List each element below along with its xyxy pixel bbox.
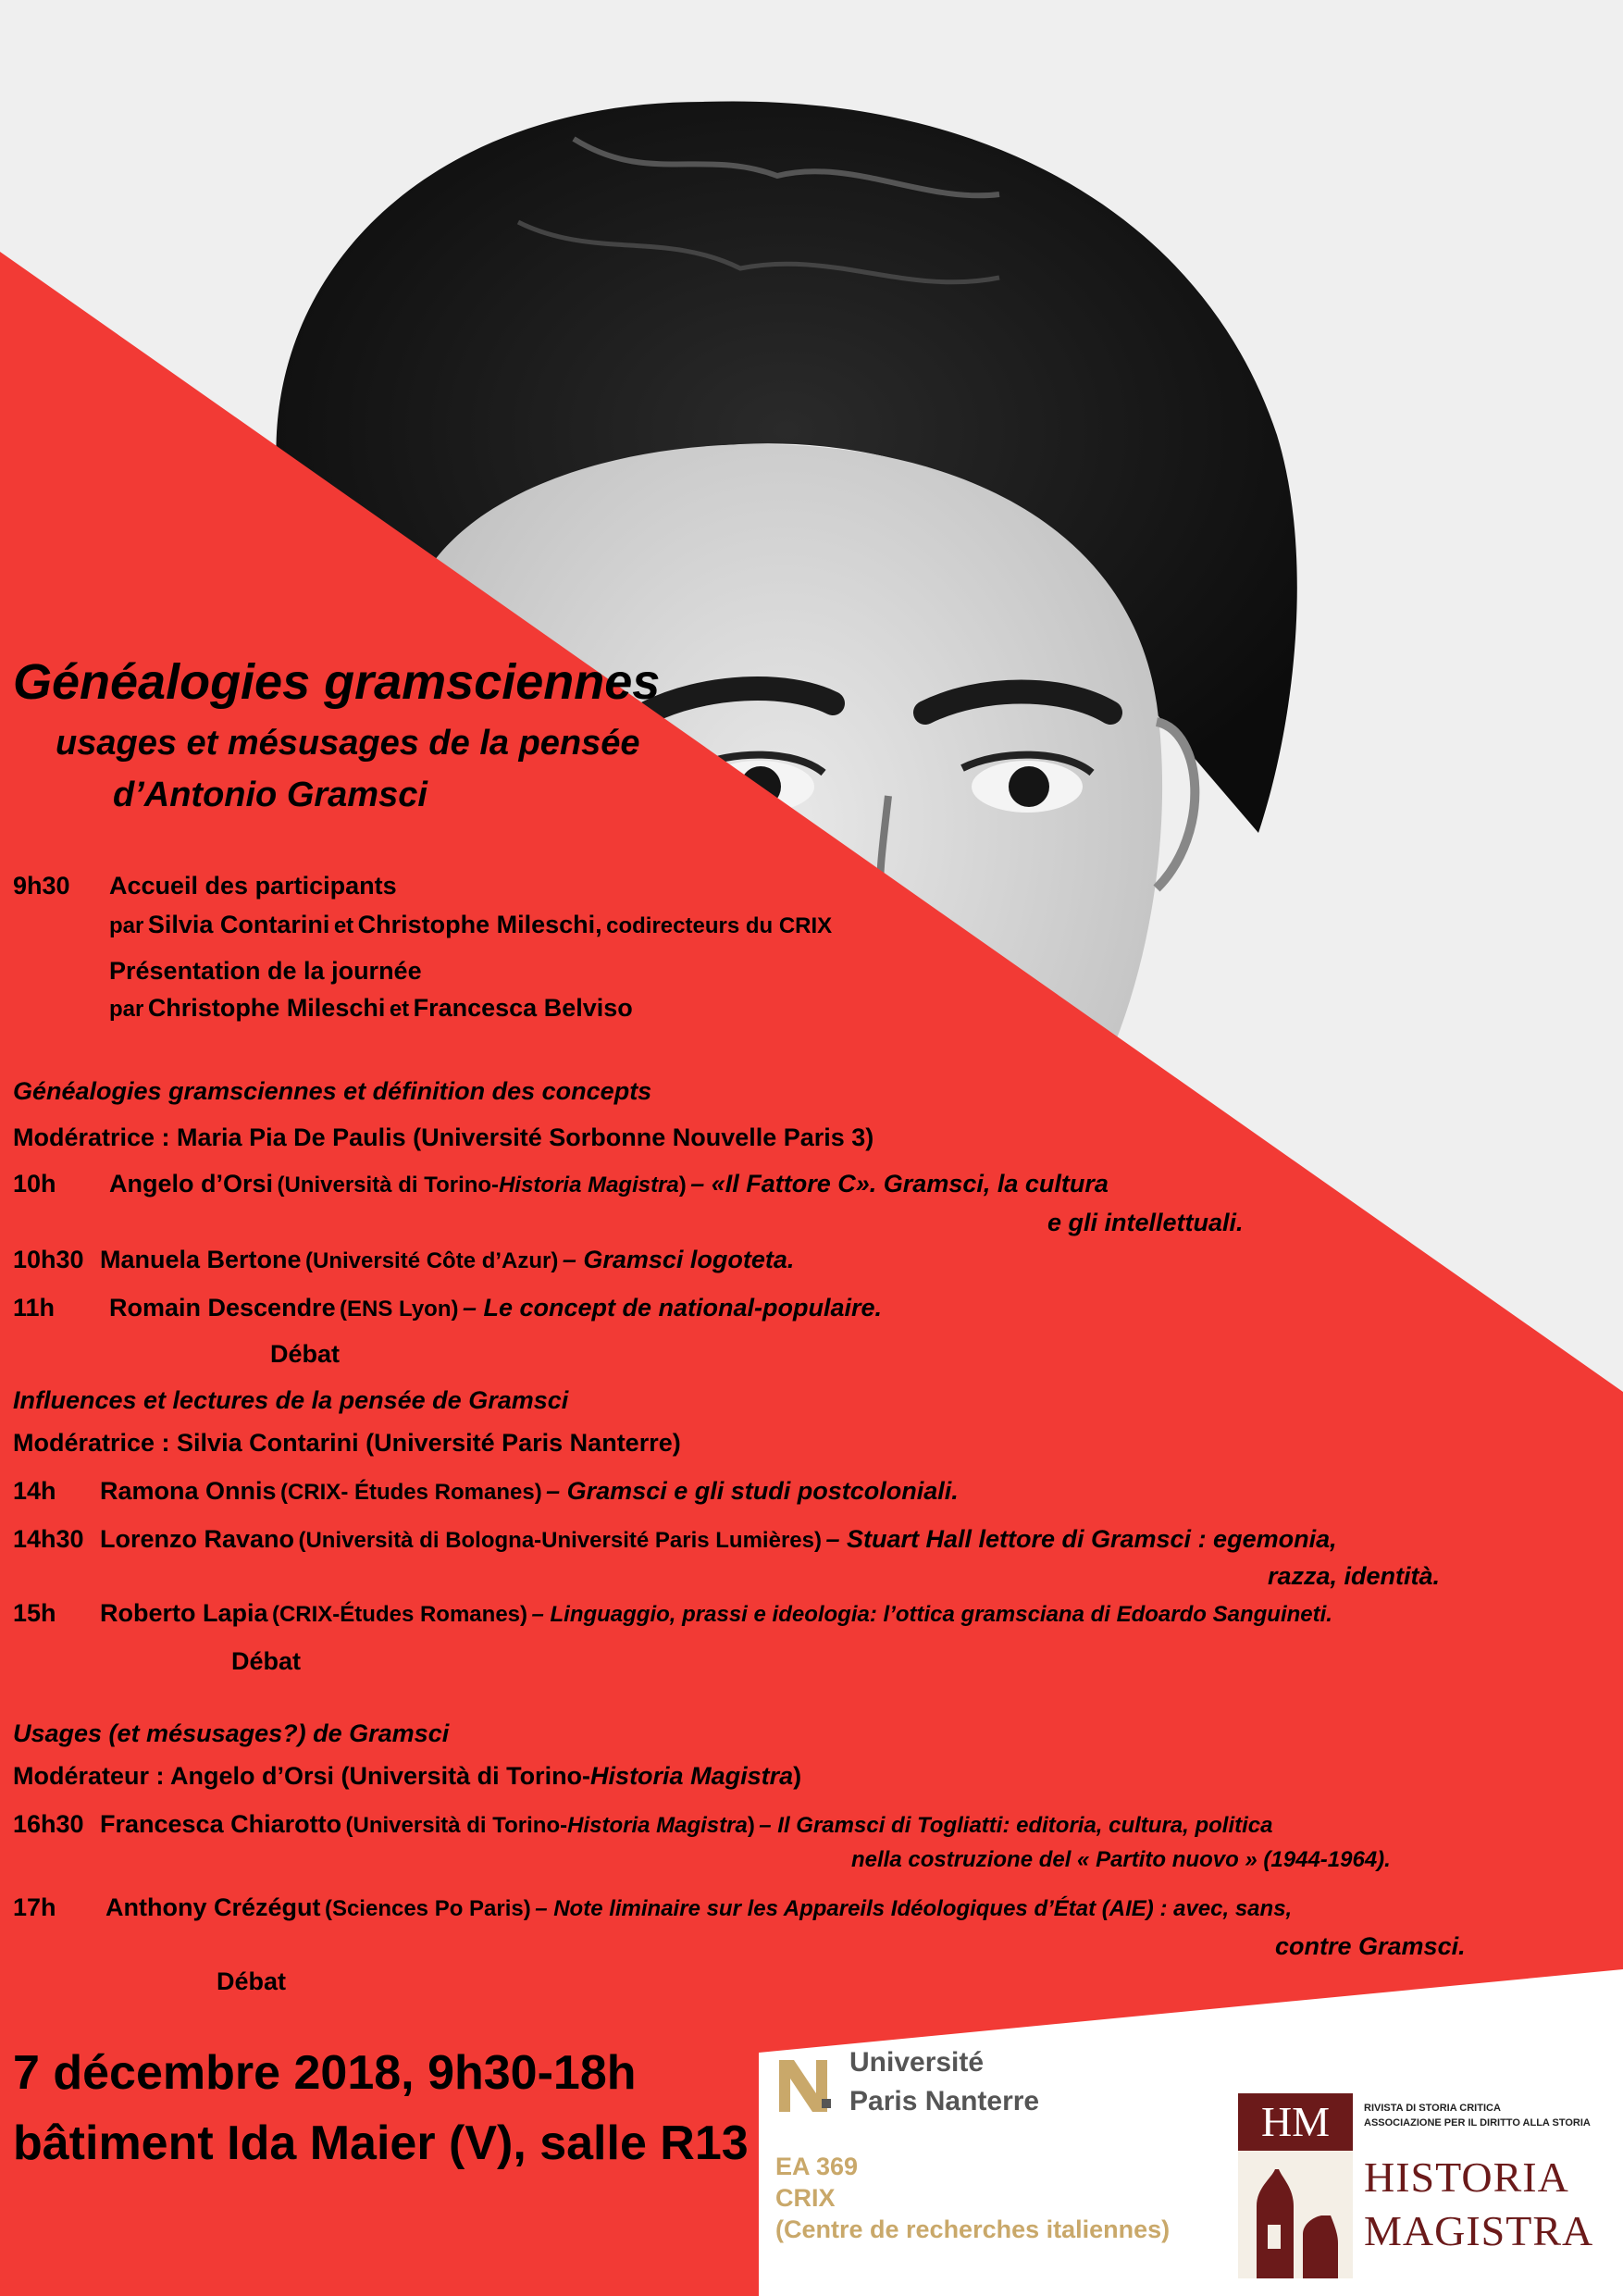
talk-title-continued: contre Gramsci. bbox=[1275, 1932, 1466, 1960]
opening-credits: par Silvia Contarini et Christophe Mileschi, codirecteurs du CRIX bbox=[109, 911, 833, 938]
talk-time: 16h30 bbox=[13, 1810, 84, 1838]
talk-entry: Romain Descendre (ENS Lyon) – Le concept de national-populaire. bbox=[109, 1294, 883, 1322]
historia-magistra-logo bbox=[1238, 2093, 1353, 2278]
crix-full-name: (Centre de recherches italiennes) bbox=[775, 2215, 1171, 2243]
talk-title-continued: e gli intellettuali. bbox=[1047, 1209, 1244, 1236]
event-venue: bâtiment Ida Maier (V), salle R13 bbox=[13, 2116, 749, 2170]
hm-tagline: RIVISTA DI STORIA CRITICA ASSOCIAZIONE PER IL DIRITTO ALLA STORIA bbox=[1364, 2103, 1591, 2128]
debate-label: Débat bbox=[231, 1647, 302, 1675]
talk-time: 14h bbox=[13, 1477, 56, 1505]
crix-code: EA 369 bbox=[775, 2153, 859, 2180]
hm-initials: HM bbox=[1260, 2098, 1331, 2145]
talk-entry: Angelo d’Orsi (Università di Torino-Historia Magistra) – «Il Fattore C». Gramsci, la cultura bbox=[109, 1170, 1109, 1198]
opening-presentation: Présentation de la journée bbox=[109, 957, 422, 985]
session-2-heading: Influences et lectures de la pensée de Gramsci bbox=[13, 1386, 569, 1414]
talk-time: 10h bbox=[13, 1170, 56, 1198]
nanterre-logo-icon bbox=[775, 2056, 835, 2116]
talk-time: 17h bbox=[13, 1893, 56, 1921]
tower-emblem-icon bbox=[1238, 2151, 1353, 2278]
talk-entry: Anthony Crézégut (Sciences Po Paris) – Note liminaire sur les Appareils Idéologiques d’État (AIE) : avec, sans, bbox=[105, 1893, 1293, 1921]
debate-label: Débat bbox=[217, 1967, 287, 1995]
session-1-moderator: Modératrice : Maria Pia De Paulis (Université Sorbonne Nouvelle Paris 3) bbox=[13, 1123, 874, 1151]
talk-time: 14h30 bbox=[13, 1525, 84, 1553]
talk-time: 15h bbox=[13, 1599, 56, 1627]
session-3-heading: Usages (et mésusages?) de Gramsci bbox=[13, 1719, 450, 1747]
session-3-moderator: Modérateur : Angelo d’Orsi (Università di Torino-Historia Magistra) bbox=[13, 1762, 802, 1790]
talk-time: 10h30 bbox=[13, 1246, 84, 1273]
talk-entry: Roberto Lapia (CRIX-Études Romanes) – Linguaggio, prassi e ideologia: l’ottica gramsciana di Edoardo Sanguineti. bbox=[100, 1599, 1332, 1627]
hm-name-line-2: MAGISTRA bbox=[1364, 2207, 1594, 2254]
talk-entry: Manuela Bertone (Université Côte d’Azur) – Gramsci logoteta. bbox=[100, 1246, 795, 1273]
event-subtitle-line-1: usages et mésusages de la pensée bbox=[56, 724, 640, 763]
session-2-moderator: Modératrice : Silvia Contarini (Université Paris Nanterre) bbox=[13, 1429, 681, 1457]
talk-entry: Ramona Onnis (CRIX- Études Romanes) – Gramsci e gli studi postcoloniali. bbox=[100, 1477, 959, 1505]
talk-entry: Francesca Chiarotto (Università di Torino-Historia Magistra) – Il Gramsci di Togliatti: editoria, cultura, politica bbox=[100, 1810, 1273, 1838]
university-name-line-1: Université bbox=[849, 2047, 985, 2078]
talk-title-continued: nella costruzione del « Partito nuovo » (1944-1964). bbox=[851, 1847, 1391, 1872]
opening-presenters: par Christophe Mileschi et Francesca Belviso bbox=[109, 994, 633, 1022]
event-title: Généalogies gramsciennes bbox=[13, 654, 661, 710]
crix-acronym: CRIX bbox=[775, 2184, 836, 2212]
opening-welcome: Accueil des participants bbox=[109, 872, 397, 900]
talk-time: 11h bbox=[13, 1294, 56, 1322]
event-date: 7 décembre 2018, 9h30-18h bbox=[13, 2046, 637, 2100]
debate-label: Débat bbox=[270, 1340, 341, 1368]
university-name-line-2: Paris Nanterre bbox=[849, 2086, 1040, 2116]
hm-name-line-1: HISTORIA bbox=[1364, 2153, 1569, 2201]
opening-time: 9h30 bbox=[13, 872, 70, 900]
talk-entry: Lorenzo Ravano (Università di Bologna-Université Paris Lumières) – Stuart Hall lettore di Gramsci : egemonia, bbox=[100, 1525, 1337, 1553]
event-subtitle-line-2: d’Antonio Gramsci bbox=[113, 776, 427, 814]
session-1-heading: Généalogies gramsciennes et définition des concepts bbox=[13, 1077, 652, 1105]
talk-title-continued: razza, identità. bbox=[1268, 1562, 1441, 1590]
